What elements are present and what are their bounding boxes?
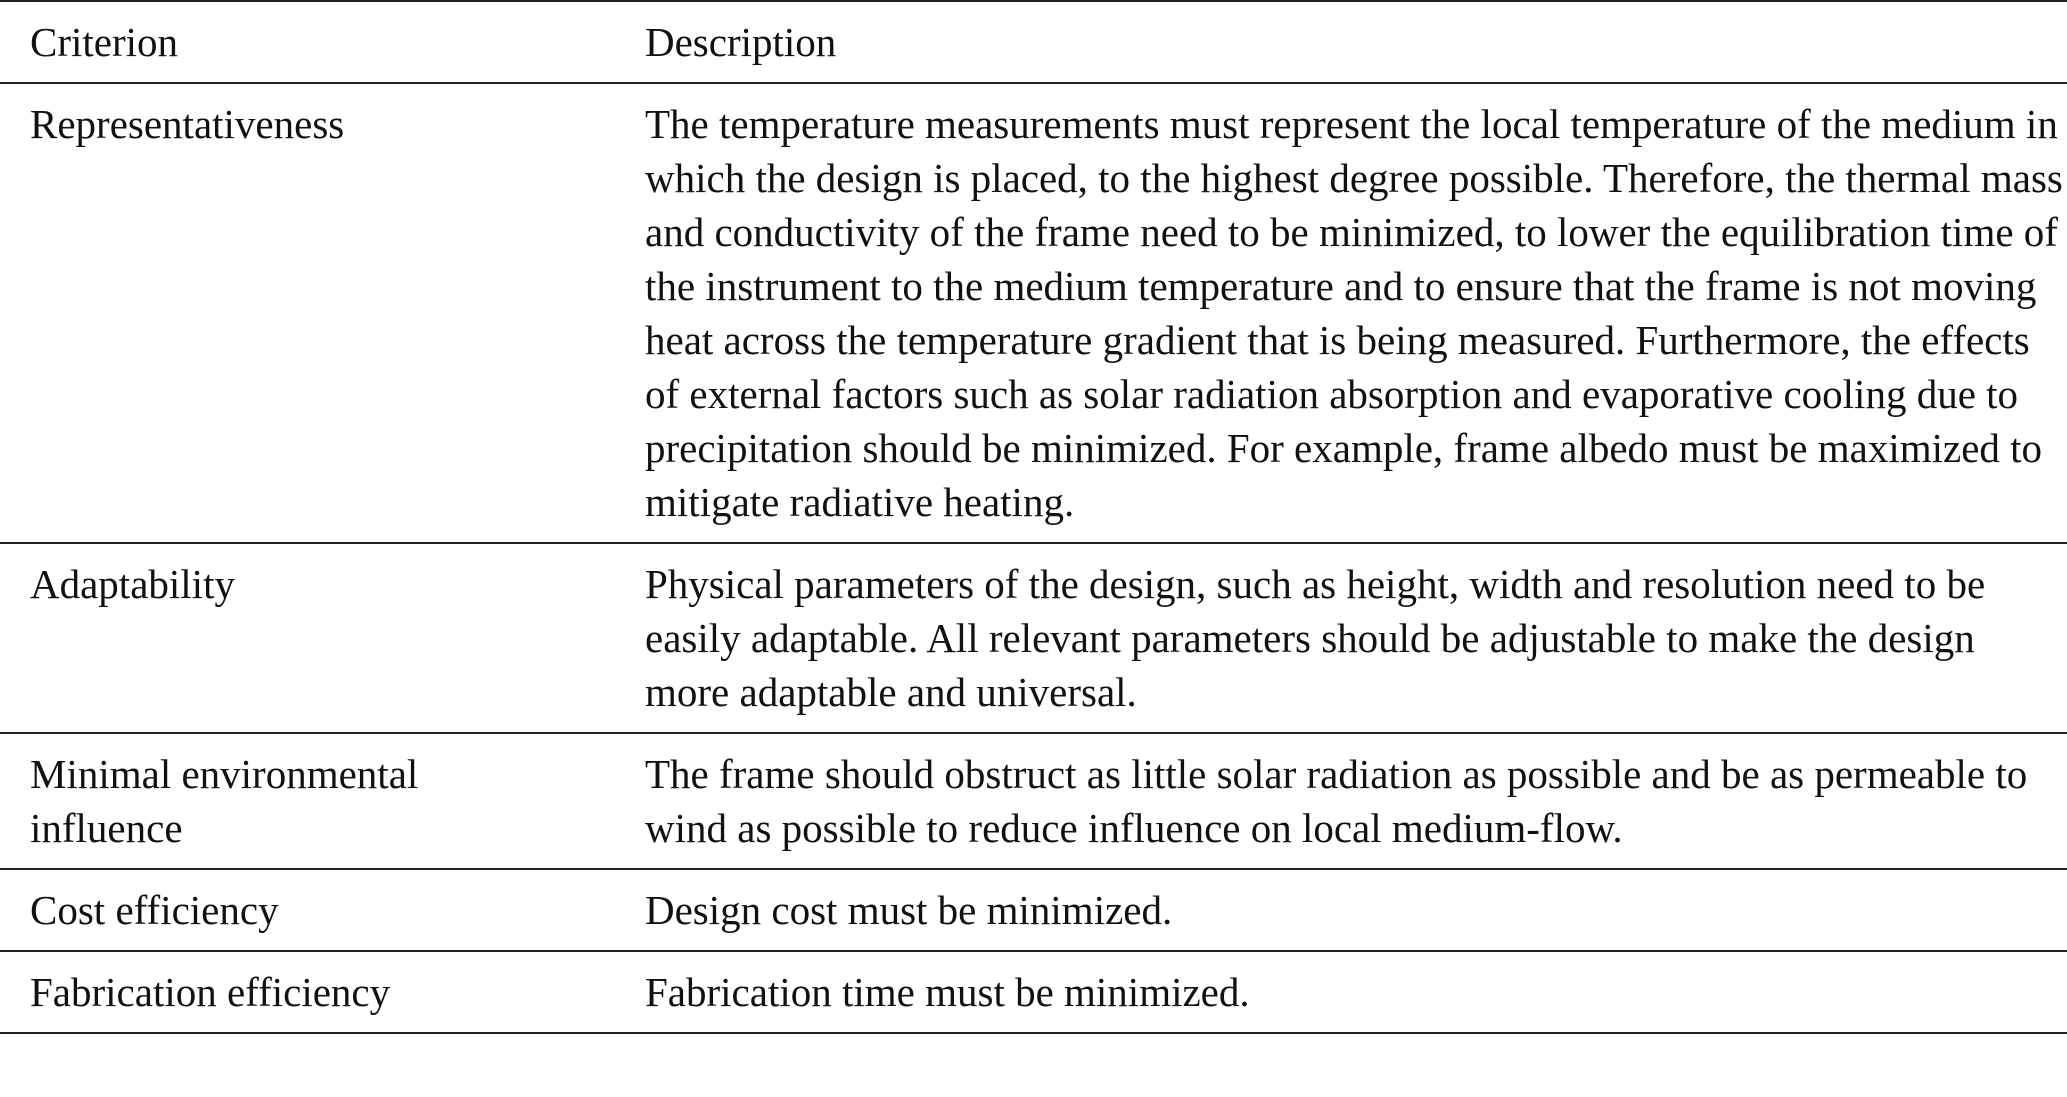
table-row bbox=[0, 869, 2067, 951]
description-cell: Design cost must be minimized. bbox=[645, 887, 1173, 933]
header-criterion: Criterion bbox=[30, 19, 179, 65]
description-cell: The temperature measurements must represent the local temperature of the medium in which the design is placed, to the highest degree possible. Therefore, the thermal mass and conductivity of the frame need to be minimized, to lower the equilibration time of the instrument to the medium temperature and to ensure that the frame is not moving heat across the temperature gradient that is being measured. Furthermore, the effects of external factors such as solar radiation absorption and evaporative cooling due to precipitation should be minimized. For example, frame albedo must be maximized to mitigate radiative heating. bbox=[645, 101, 2063, 525]
header-description: Description bbox=[645, 19, 837, 65]
criterion-cell: Minimal environmental influence bbox=[30, 751, 419, 851]
table-row bbox=[0, 83, 2067, 543]
table-row bbox=[0, 951, 2067, 1033]
table-row bbox=[0, 543, 2067, 733]
criterion-cell: Fabrication efficiency bbox=[30, 969, 391, 1015]
criterion-cell: Representativeness bbox=[30, 101, 345, 147]
header-row bbox=[0, 1, 2067, 83]
table-header bbox=[0, 1, 2067, 83]
description-cell: The frame should obstruct as little solar radiation as possible and be as permeable to wind as possible to reduce influence on local medium-flow. bbox=[645, 751, 2028, 851]
table-row bbox=[0, 733, 2067, 869]
criterion-cell: Cost efficiency bbox=[30, 887, 279, 933]
criterion-cell: Adaptability bbox=[30, 561, 235, 607]
description-cell: Physical parameters of the design, such as height, width and resolution need to be easily adaptable. All relevant parameters should be adjustable to make the design more adaptable and universal. bbox=[645, 561, 1986, 715]
description-cell: Fabrication time must be minimized. bbox=[645, 969, 1250, 1015]
table-body bbox=[0, 83, 2067, 1033]
